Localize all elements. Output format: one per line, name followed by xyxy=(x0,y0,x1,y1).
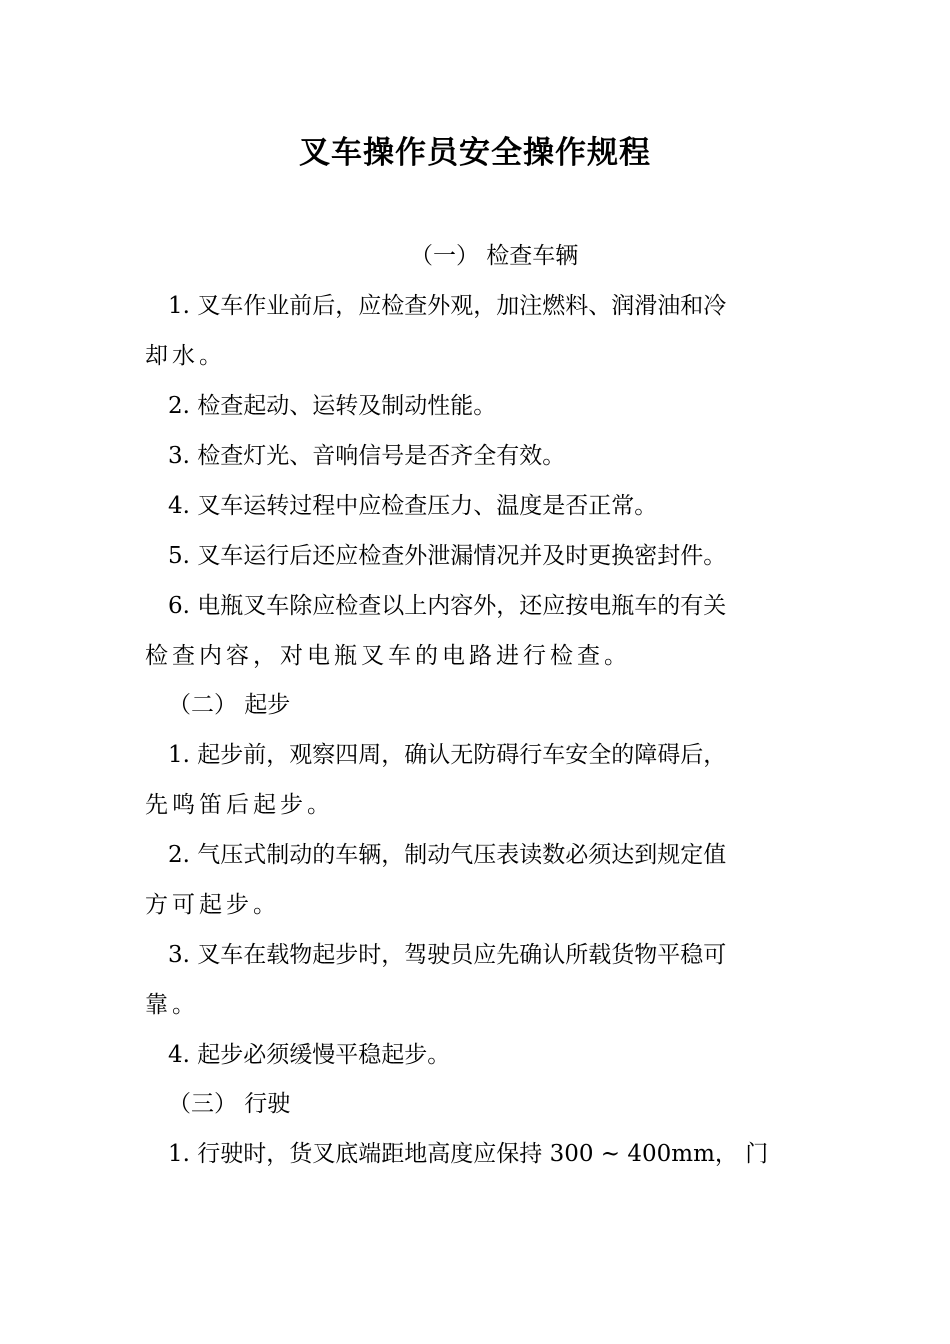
paragraph-line: 2. 检查起动、运转及制动性能。 xyxy=(168,393,497,419)
paragraph-line: 4. 起步必须缓慢平稳起步。 xyxy=(168,1042,451,1068)
paragraph-line: 2. 气压式制动的车辆，制动气压表读数必须达到规定值 xyxy=(168,842,727,868)
paragraph-line: 3. 叉车在载物起步时，驾驶员应先确认所载货物平稳可 xyxy=(168,942,727,968)
paragraph-line: 6. 电瓶叉车除应检查以上内容外，还应按电瓶车的有关 xyxy=(168,593,727,619)
paragraph-line: 5. 叉车运行后还应检查外泄漏情况并及时更换密封件。 xyxy=(168,543,727,569)
paragraph-line: 1. 起步前，观察四周，确认无防碍行车安全的障碍后， xyxy=(168,742,727,768)
paragraph-line: 检查内容，对电瓶叉车的电路进行检查。 xyxy=(145,643,631,669)
paragraph-line: 先鸣笛后起步。 xyxy=(145,792,334,818)
section-heading-3: （三） 行驶 xyxy=(168,1091,291,1117)
paragraph-line: 4. 叉车运转过程中应检查压力、温度是否正常。 xyxy=(168,493,658,519)
paragraph-line: 靠。 xyxy=(145,992,199,1018)
paragraph-line: 却水。 xyxy=(145,343,226,369)
paragraph-line: 方可起步。 xyxy=(145,892,280,918)
section-heading-1: （一） 检查车辆 xyxy=(410,243,579,269)
document-title: 叉车操作员安全操作规程 xyxy=(299,135,651,171)
paragraph-line: 3. 检查灯光、音响信号是否齐全有效。 xyxy=(168,443,566,469)
paragraph-line: 1. 行驶时，货叉底端距地高度应保持 300 ~ 400mm， 门 xyxy=(168,1141,769,1167)
paragraph-line: 1. 叉车作业前后，应检查外观，加注燃料、润滑油和冷 xyxy=(168,293,727,319)
section-heading-2: （二） 起步 xyxy=(168,692,291,718)
